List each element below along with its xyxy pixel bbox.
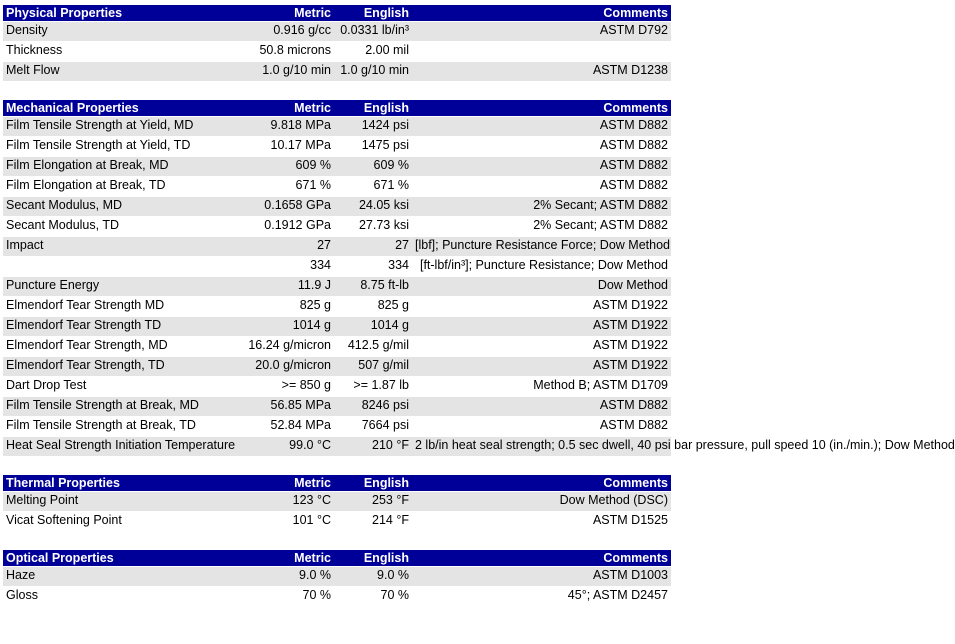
- property-name: Secant Modulus, MD: [3, 197, 239, 217]
- property-name: Dart Drop Test: [3, 377, 239, 397]
- metric-header: Metric: [239, 100, 334, 117]
- english-value: 27: [334, 237, 412, 257]
- property-name: Melt Flow: [3, 62, 239, 82]
- property-name: Thickness: [3, 42, 239, 62]
- table-row: [3, 217, 671, 237]
- comment-text: 45°; ASTM D2457: [412, 587, 671, 607]
- thermal-properties-table: [3, 475, 671, 532]
- english-value: 334: [334, 257, 412, 277]
- section-title: Optical Properties: [3, 550, 239, 567]
- comments-header: Comments: [412, 100, 671, 117]
- table-row: [3, 397, 671, 417]
- table-row: [3, 337, 671, 357]
- comment-text: ASTM D882: [412, 177, 671, 197]
- metric-value: 825 g: [239, 297, 334, 317]
- comment-text: Method B; ASTM D1709: [412, 377, 671, 397]
- english-value: 27.73 ksi: [334, 217, 412, 237]
- comment-text: ASTM D882: [412, 137, 671, 157]
- section-spacer: [3, 532, 673, 550]
- table-row: [3, 587, 671, 607]
- section-header: [3, 5, 671, 22]
- table-row: [3, 257, 671, 277]
- table-row: [3, 22, 671, 42]
- metric-value: 52.84 MPa: [239, 417, 334, 437]
- property-name: Elmendorf Tear Strength MD: [3, 297, 239, 317]
- property-name: Vicat Softening Point: [3, 512, 239, 532]
- property-name: Film Tensile Strength at Yield, TD: [3, 137, 239, 157]
- property-name: Impact: [3, 237, 239, 257]
- comment-text: ASTM D1922: [412, 317, 671, 337]
- english-value: 7664 psi: [334, 417, 412, 437]
- table-row: [3, 42, 671, 62]
- table-row: [3, 117, 671, 137]
- metric-value: >= 850 g: [239, 377, 334, 397]
- english-header: English: [334, 475, 412, 492]
- physical-properties-table: [3, 5, 671, 82]
- comment-text: ASTM D882: [412, 397, 671, 417]
- comment-text: Dow Method: [412, 277, 671, 297]
- property-name: Gloss: [3, 587, 239, 607]
- comment-text: [ft-lbf/in³]; Puncture Resistance; Dow Method: [412, 257, 671, 277]
- section-spacer: [3, 82, 673, 100]
- property-name: Elmendorf Tear Strength TD: [3, 317, 239, 337]
- table-row: [3, 567, 671, 587]
- table-row: [3, 277, 671, 297]
- metric-value: 671 %: [239, 177, 334, 197]
- english-value: 825 g: [334, 297, 412, 317]
- table-row: [3, 357, 671, 377]
- table-row: [3, 177, 671, 197]
- section-header: [3, 550, 671, 567]
- table-row: [3, 197, 671, 217]
- english-value: 24.05 ksi: [334, 197, 412, 217]
- comment-text: [lbf]; Puncture Resistance Force; Dow Method: [412, 237, 671, 257]
- metric-value: 20.0 g/micron: [239, 357, 334, 377]
- english-value: 609 %: [334, 157, 412, 177]
- english-value: 0.0331 lb/in³: [334, 22, 412, 42]
- english-value: >= 1.87 lb: [334, 377, 412, 397]
- property-name: Film Tensile Strength at Yield, MD: [3, 117, 239, 137]
- property-name: Elmendorf Tear Strength, MD: [3, 337, 239, 357]
- metric-value: 1.0 g/10 min: [239, 62, 334, 82]
- comment-text: 2% Secant; ASTM D882: [412, 217, 671, 237]
- english-value: 70 %: [334, 587, 412, 607]
- english-value: 1.0 g/10 min: [334, 62, 412, 82]
- table-row: [3, 157, 671, 177]
- english-value: 210 °F: [334, 437, 412, 457]
- english-value: 9.0 %: [334, 567, 412, 587]
- property-name: Puncture Energy: [3, 277, 239, 297]
- comment-text: ASTM D882: [412, 117, 671, 137]
- english-value: 8246 psi: [334, 397, 412, 417]
- property-name: Film Elongation at Break, TD: [3, 177, 239, 197]
- comment-text: ASTM D1003: [412, 567, 671, 587]
- metric-value: 10.17 MPa: [239, 137, 334, 157]
- metric-header: Metric: [239, 550, 334, 567]
- english-value: 1014 g: [334, 317, 412, 337]
- metric-value: 27: [239, 237, 334, 257]
- comments-header: Comments: [412, 5, 671, 22]
- metric-value: 99.0 °C: [239, 437, 334, 457]
- comment-text: ASTM D882: [412, 157, 671, 177]
- comment-text: ASTM D1238: [412, 62, 671, 82]
- property-name: Film Tensile Strength at Break, TD: [3, 417, 239, 437]
- comment-text: ASTM D1922: [412, 357, 671, 377]
- comments-header: Comments: [412, 475, 671, 492]
- mechanical-properties-table: [3, 100, 955, 457]
- english-value: 507 g/mil: [334, 357, 412, 377]
- english-value: 1475 psi: [334, 137, 412, 157]
- english-value: 253 °F: [334, 492, 412, 512]
- property-name: Density: [3, 22, 239, 42]
- metric-value: 101 °C: [239, 512, 334, 532]
- table-row: [3, 62, 671, 82]
- metric-value: 1014 g: [239, 317, 334, 337]
- property-name: Secant Modulus, TD: [3, 217, 239, 237]
- comment-text: 2% Secant; ASTM D882: [412, 197, 671, 217]
- english-header: English: [334, 550, 412, 567]
- metric-value: 9.818 MPa: [239, 117, 334, 137]
- table-row: [3, 417, 671, 437]
- metric-value: 123 °C: [239, 492, 334, 512]
- metric-value: 609 %: [239, 157, 334, 177]
- table-row: [3, 377, 671, 397]
- metric-value: 50.8 microns: [239, 42, 334, 62]
- table-row: [3, 492, 671, 512]
- table-row: [3, 237, 671, 257]
- metric-header: Metric: [239, 475, 334, 492]
- english-header: English: [334, 5, 412, 22]
- english-value: 671 %: [334, 177, 412, 197]
- metric-value: 9.0 %: [239, 567, 334, 587]
- metric-value: 56.85 MPa: [239, 397, 334, 417]
- comment-text: ASTM D1525: [412, 512, 671, 532]
- section-header: [3, 475, 671, 492]
- property-name: Elmendorf Tear Strength, TD: [3, 357, 239, 377]
- table-row: [3, 437, 671, 457]
- property-name: Film Tensile Strength at Break, MD: [3, 397, 239, 417]
- section-title: Mechanical Properties: [3, 100, 239, 117]
- comment-text: ASTM D1922: [412, 297, 671, 317]
- property-name: Haze: [3, 567, 239, 587]
- property-name: Film Elongation at Break, MD: [3, 157, 239, 177]
- metric-value: 70 %: [239, 587, 334, 607]
- metric-value: 0.1912 GPa: [239, 217, 334, 237]
- section-title: Thermal Properties: [3, 475, 239, 492]
- table-row: [3, 297, 671, 317]
- metric-value: 0.1658 GPa: [239, 197, 334, 217]
- property-name: [3, 257, 239, 277]
- section-header: [3, 100, 671, 117]
- comment-text: ASTM D792: [412, 22, 671, 42]
- english-value: 2.00 mil: [334, 42, 412, 62]
- comment-text: ASTM D882: [412, 417, 671, 437]
- comment-text: 2 lb/in heat seal strength; 0.5 sec dwell, 40 psi bar pressure, pull speed 10 (in./min.); Dow Method: [412, 437, 671, 457]
- english-value: 1424 psi: [334, 117, 412, 137]
- section-title: Physical Properties: [3, 5, 239, 22]
- property-name: Melting Point: [3, 492, 239, 512]
- english-value: 8.75 ft-lb: [334, 277, 412, 297]
- english-header: English: [334, 100, 412, 117]
- section-spacer: [3, 457, 673, 475]
- table-row: [3, 317, 671, 337]
- metric-header: Metric: [239, 5, 334, 22]
- comment-text: ASTM D1922: [412, 337, 671, 357]
- english-value: 412.5 g/mil: [334, 337, 412, 357]
- property-name: Heat Seal Strength Initiation Temperature: [3, 437, 239, 457]
- metric-value: 334: [239, 257, 334, 277]
- table-row: [3, 512, 671, 532]
- table-row: [3, 137, 671, 157]
- metric-value: 16.24 g/micron: [239, 337, 334, 357]
- metric-value: 0.916 g/cc: [239, 22, 334, 42]
- comment-text: Dow Method (DSC): [412, 492, 671, 512]
- comments-header: Comments: [412, 550, 671, 567]
- comment-text: [412, 42, 671, 62]
- metric-value: 11.9 J: [239, 277, 334, 297]
- optical-properties-table: [3, 550, 671, 607]
- english-value: 214 °F: [334, 512, 412, 532]
